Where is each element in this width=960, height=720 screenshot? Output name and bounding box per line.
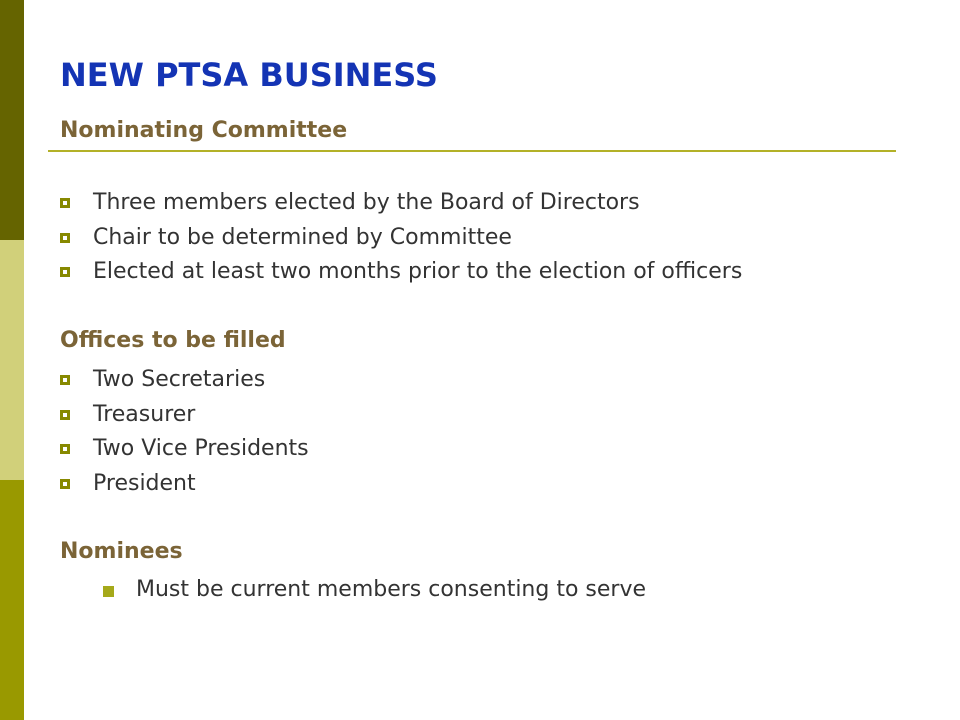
list-item [60,186,742,221]
offices-list [60,363,309,501]
list-item-text: Must be current members consenting to serve [136,577,647,602]
filled-square-bullet-icon [103,586,114,597]
hollow-square-bullet-icon [60,198,70,208]
list-item-text: Treasurer [93,401,196,427]
nominating-committee-list [60,186,742,290]
list-item-text: Two Secretaries [93,367,266,392]
nominees-list [103,573,646,608]
offices-heading: Offices to be filled [60,328,286,353]
list-item [60,398,309,433]
sidebar-top-band [0,0,24,240]
list-item-text: Elected at least two months prior to the election of officers [93,259,743,284]
sidebar-bottom-band [0,480,24,720]
list-item [60,221,742,256]
sidebar-middle-band [0,240,24,480]
decorative-sidebar [0,0,24,720]
list-item-text: Three members elected by the Board of Directors [93,190,640,215]
title-divider [48,150,896,152]
list-item [103,573,646,608]
nominating-committee-heading: Nominating Committee [60,118,348,143]
list-item [60,363,309,398]
hollow-square-bullet-icon [60,479,70,489]
nominees-heading: Nominees [60,539,183,564]
list-item [60,432,309,467]
hollow-square-bullet-icon [60,233,70,243]
hollow-square-bullet-icon [60,375,70,385]
list-item-text: Chair to be determined by Committee [93,224,512,250]
list-item [60,467,309,502]
hollow-square-bullet-icon [60,410,70,420]
hollow-square-bullet-icon [60,444,70,454]
slide-title: NEW PTSA BUSINESS [60,56,438,94]
list-item-text: Two Vice Presidents [93,436,309,461]
list-item-text: President [93,470,196,496]
list-item [60,255,742,290]
hollow-square-bullet-icon [60,267,70,277]
